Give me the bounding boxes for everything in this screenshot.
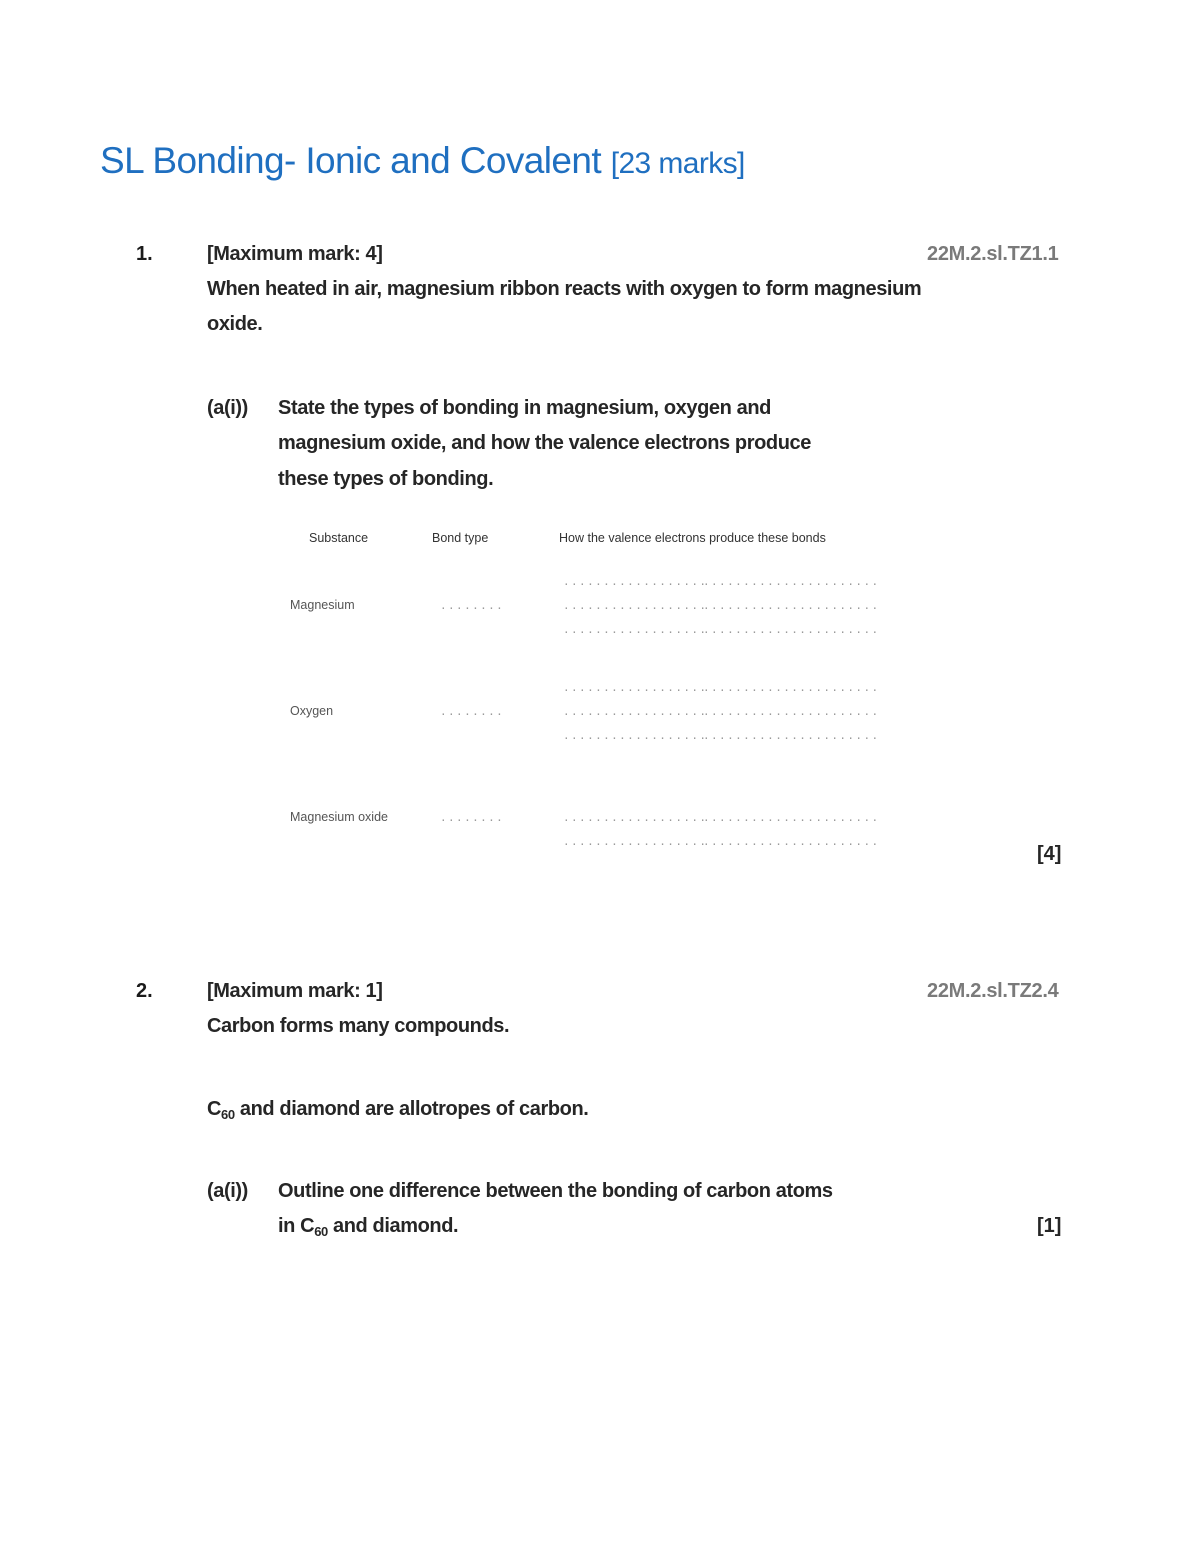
table-header-bond-type: Bond type (432, 531, 489, 545)
bond-type-answer-line: ........ (440, 599, 505, 612)
title-marks: [23 marks] (610, 147, 745, 180)
answer-line: .................. (563, 681, 708, 694)
answer-line: ...................... (703, 811, 880, 824)
answer-line: ...................... (703, 623, 880, 636)
answer-line: ...................... (703, 599, 880, 612)
title-main: SL Bonding- Ionic and Covalent (100, 140, 602, 181)
table-header-valence-electrons: How the valence electrons produce these bonds (559, 531, 826, 545)
row-label-magnesium-oxide: Magnesium oxide (290, 810, 388, 824)
q1-max-mark: [Maximum mark: 4] (207, 243, 383, 265)
q1-part-line1: State the types of bonding in magnesium, oxygen and (278, 397, 771, 419)
q2-part-line2 (278, 1215, 458, 1238)
q1-part-label: (a(i)) (207, 397, 248, 419)
answer-line: .................. (563, 811, 708, 824)
q2-max-mark: [Maximum mark: 1] (207, 980, 383, 1002)
c60-subscript: 60 (314, 1224, 328, 1239)
answer-line: ...................... (703, 729, 880, 742)
table-header-substance: Substance (309, 531, 369, 545)
q2-reference: 22M.2.sl.TZ2.4 (927, 980, 1059, 1002)
q1-part-line2: magnesium oxide, and how the valence electrons produce (278, 432, 811, 454)
q1-part-line3: these types of bonding. (278, 468, 494, 490)
q2-stem-line2-text: and diamond are allotropes of carbon. (234, 1098, 589, 1120)
answer-line: ...................... (703, 705, 880, 718)
q1-stem-line1: When heated in air, magnesium ribbon reacts with oxygen to form magnesium (207, 278, 922, 300)
answer-line: ...................... (703, 835, 880, 848)
row-label-magnesium: Magnesium (290, 598, 355, 612)
answer-line: .................. (563, 623, 708, 636)
q2-part-label: (a(i)) (207, 1180, 248, 1202)
q1-reference: 22M.2.sl.TZ1.1 (927, 243, 1059, 265)
q2-marks: [1] (1037, 1215, 1062, 1237)
row-label-oxygen: Oxygen (290, 704, 334, 718)
q2-number: 2. (136, 980, 153, 1002)
bond-type-answer-line: ........ (440, 705, 505, 718)
q2-stem-line2 (207, 1098, 588, 1121)
bond-type-answer-line: ........ (440, 811, 505, 824)
answer-line: ...................... (703, 575, 880, 588)
q2-part-line2-pre: in C (278, 1215, 315, 1237)
q1-marks: [4] (1037, 843, 1062, 865)
answer-line: ...................... (703, 681, 880, 694)
page-title (100, 140, 745, 182)
answer-line: .................. (563, 575, 708, 588)
answer-line: .................. (563, 729, 708, 742)
q2-part-line1: Outline one difference between the bonding of carbon atoms (278, 1180, 833, 1202)
answer-line: .................. (563, 835, 708, 848)
answer-line: .................. (563, 705, 708, 718)
q2-part-line2-post: and diamond. (327, 1215, 459, 1237)
answer-line: .................. (563, 599, 708, 612)
q1-number: 1. (136, 243, 153, 265)
c60-symbol: C (207, 1098, 222, 1120)
q1-stem-line2: oxide. (207, 313, 263, 335)
c60-subscript: 60 (221, 1107, 235, 1122)
q2-stem-line1: Carbon forms many compounds. (207, 1015, 510, 1037)
